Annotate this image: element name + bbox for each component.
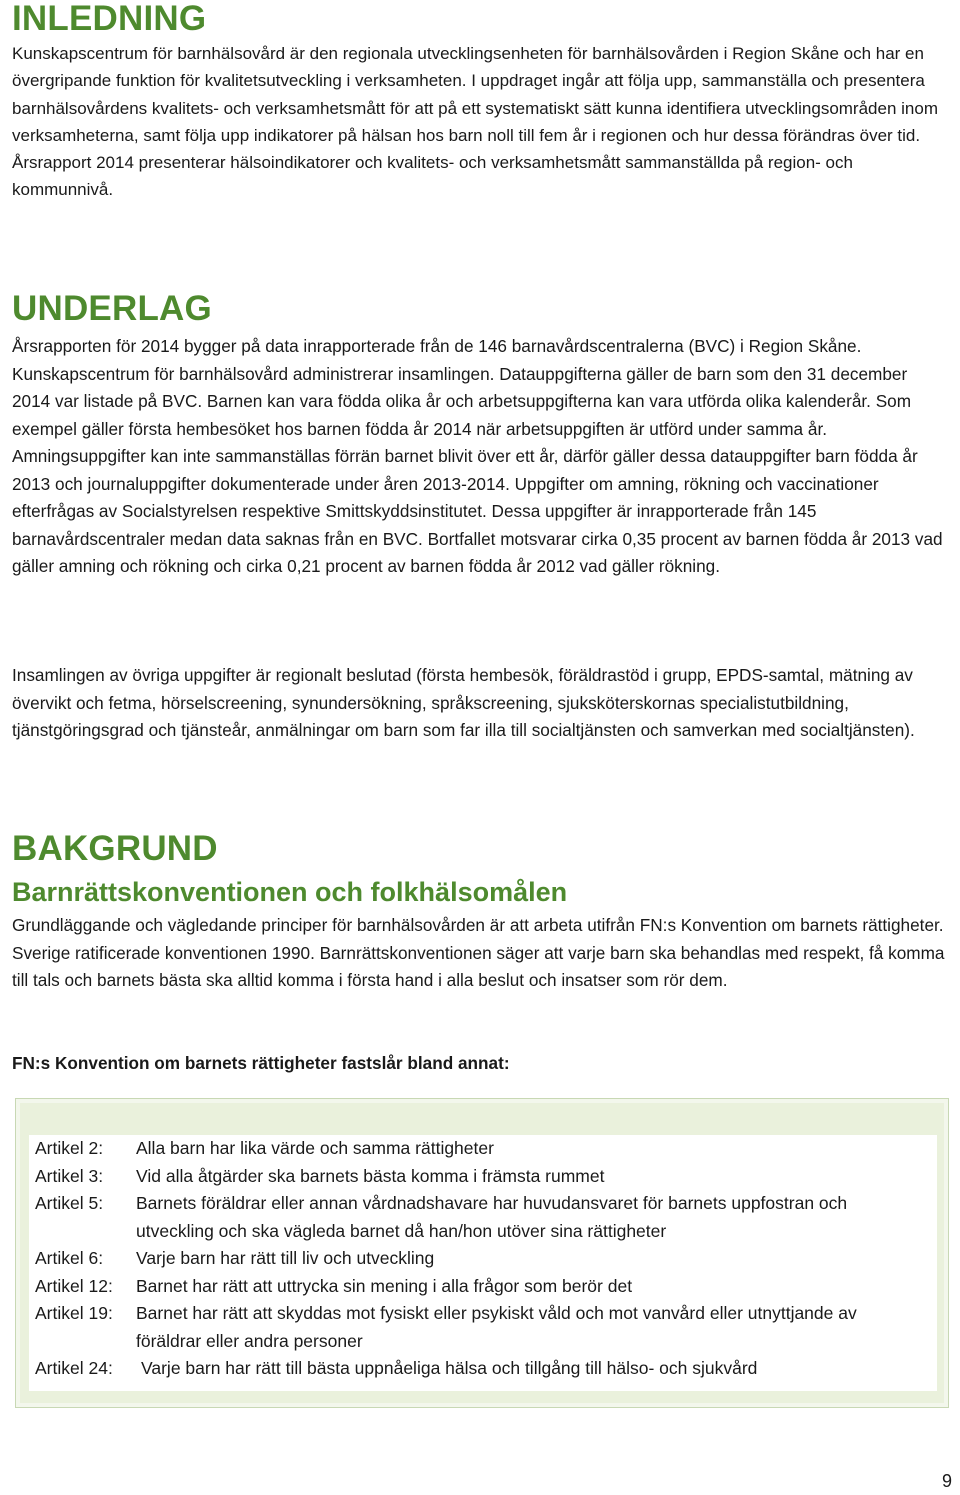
article-label: Artikel 24: xyxy=(35,1358,113,1378)
article-label: Artikel 6: xyxy=(35,1248,104,1268)
article-text: Varje barn har rätt till bästa uppnåeliga hälsa och tillgång till hälso- och sjukvård xyxy=(141,1358,758,1378)
article-text: Vid alla åtgärder ska barnets bästa komma i främsta rummet xyxy=(136,1165,605,1186)
article-row xyxy=(35,1135,931,1163)
article-label: Artikel 5: xyxy=(35,1193,104,1213)
article-label: Artikel 12: xyxy=(35,1275,113,1296)
heading-bakgrund: BAKGRUND xyxy=(12,829,218,868)
article-text: Barnets föräldrar eller annan vårdnadshavare har huvudansvaret för barnets uppfostran och utveckling och ska vägleda barnet då han/hon utöver sina rättigheter xyxy=(136,1193,848,1241)
page-number: 9 xyxy=(941,1471,952,1491)
article-row xyxy=(35,1300,931,1355)
articles-inner xyxy=(29,1135,937,1391)
paragraph-inledning: Kunskapscentrum för barnhälsovård är den regionala utvecklingsenheten för barnhälsovården i Region Skåne och har en övergripande funktion för kvalitetsutveckling i verksamheten. I uppdraget ingår att följa upp, sammanställa och presentera barnhälsovårdens kvalitets- och verksamhetsmått för att på ett systematiskt sätt kunna identifiera utvecklingsområden inom verksamheterna, samt följa upp indikatorer på hälsan hos barn noll till fem år i regionen och hur dessa förändras över tid. Årsrapport 2014 presenterar hälsoindikatorer och kvalitets- och verksamhetsmått sammanställda på region- och kommunnivå. xyxy=(12,44,938,200)
article-label: Artikel 3: xyxy=(35,1165,104,1186)
article-list xyxy=(35,1135,931,1383)
heading-inledning: INLEDNING xyxy=(12,0,207,38)
article-row xyxy=(35,1190,931,1245)
article-label: Artikel 19: xyxy=(35,1303,113,1323)
paragraph-bakgrund: Grundläggande och vägledande principer för barnhälsovården är att arbeta utifrån FN:s Konvention om barnets rättigheter. Sverige ratificerade konventionen 1990. Barnrättskonventionen säger att varje barn ska behandlas med respekt, få komma till tals och barnets bästa ska alltid komma i första hand i alla beslut och insatser som rör dem. xyxy=(12,915,945,990)
article-text: Alla barn har lika värde och samma rättigheter xyxy=(136,1138,494,1158)
subheading-barnrattskonventionen: Barnrättskonventionen och folkhälsomålen xyxy=(12,877,568,907)
article-row xyxy=(35,1163,931,1191)
article-row xyxy=(35,1245,931,1273)
article-text: Varje barn har rätt till liv och utveckling xyxy=(136,1248,435,1268)
article-text: Barnet har rätt att uttrycka sin mening i alla frågor som berör det xyxy=(136,1275,633,1296)
heading-underlag: UNDERLAG xyxy=(12,289,212,328)
article-label: Artikel 2: xyxy=(35,1138,104,1158)
fn-convention-lead: FN:s Konvention om barnets rättigheter fastslår bland annat: xyxy=(12,1053,510,1073)
article-row xyxy=(35,1355,931,1383)
paragraph-underlag-1: Årsrapporten för 2014 bygger på data inrapporterade från de 146 barnavårdscentralerna (BVC) i Region Skåne. Kunskapscentrum för barnhälsovård administrerar insamlingen. Datauppgifterna gäller de barn som den 31 december 2014 var listade på BVC. Barnen kan vara födda olika år och arbetsuppgifterna kan vara utförda olika kalenderår. Som exempel gäller första hembesöket hos barnen födda år 2014 när arbetsuppgiften är utförd under samma år. Amningsuppgifter kan inte sammanställas förrän barnet blivit över ett år, därför gäller dessa datauppgifter barn födda år 2013 och journaluppgifter dokumenterade under åren 2013-2014. Uppgifter om amning, rökning och vaccinationer efterfrågas av Socialstyrelsen respektive Smittskyddsinstitutet. Dessa uppgifter är inrapporterade från 145 barnavårdscentraler medan data saknas från en BVC. Bortfallet motsvarar cirka 0,35 procent av barnen födda år 2013 vad gäller amning och rökning och cirka 0,21 procent av barnen födda år 2012 vad gäller rökning. xyxy=(12,336,943,576)
paragraph-underlag-2: Insamlingen av övriga uppgifter är regionalt beslutad (första hembesök, föräldrastöd i grupp, EPDS-samtal, mätning av övervikt och fetma, hörselscreening, synundersökning, språkscreening, sjuksköterskornas specialistutbildning, tjänstgöringsgrad och tjänsteår, anmälningar om barn som far illa till socialtjänsten och samverkan med socialtjänsten). xyxy=(12,665,915,740)
articles-box xyxy=(15,1098,949,1408)
article-row xyxy=(35,1273,931,1301)
article-text: Barnet har rätt att skyddas mot fysiskt eller psykiskt våld och mot vanvård eller utnyttjande av föräldrar eller andra personer xyxy=(136,1303,857,1351)
